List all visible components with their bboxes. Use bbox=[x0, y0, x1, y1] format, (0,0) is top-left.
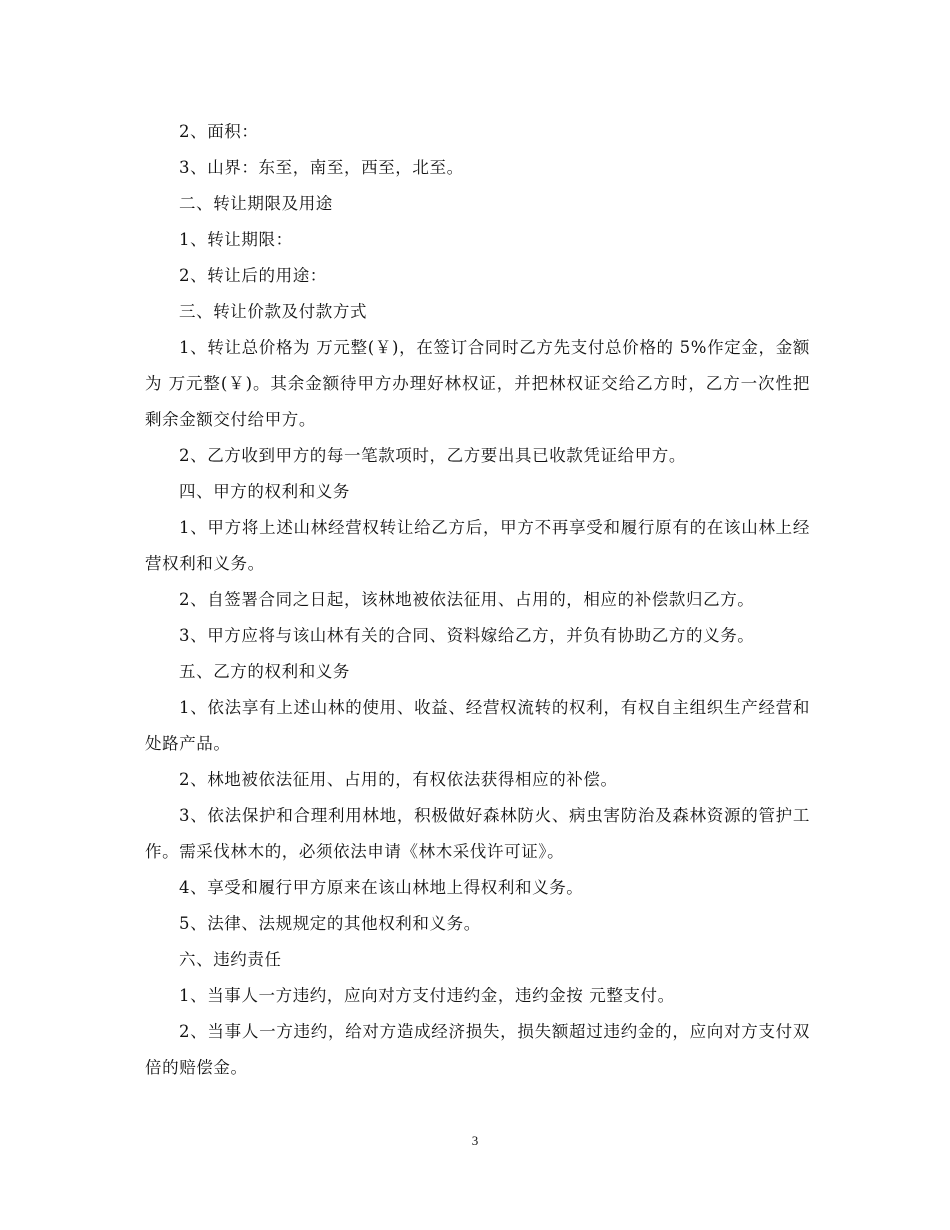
paragraph-party-b-4: 4、享受和履行甲方原来在该山林地上得权利和义务。 bbox=[179, 878, 584, 897]
paragraph-boundaries: 3、山界：东至，南至，西至，北至。 bbox=[179, 158, 464, 177]
paragraph-party-a-2: 2、自签署合同之日起，该林地被依法征用、占用的，相应的补偿款归乙方。 bbox=[179, 590, 755, 609]
section-heading-price-payment: 三、转让价款及付款方式 bbox=[179, 302, 368, 321]
paragraph-party-b-1: 1、依法享有上述山林的使用、收益、经营权流转的权利，有权自主组织生产经营和处路产品。 bbox=[145, 698, 810, 753]
document-body bbox=[145, 114, 810, 1086]
section-heading-term-usage: 二、转让期限及用途 bbox=[179, 194, 333, 213]
paragraph-party-a-1: 1、甲方将上述山林经营权转让给乙方后，甲方不再享受和履行原有的在该山林上经营权利和义务。 bbox=[145, 518, 810, 573]
paragraph-usage-after-transfer: 2、转让后的用途： bbox=[179, 266, 327, 285]
paragraph-party-b-5: 5、法律、法规规定的其他权利和义务。 bbox=[179, 914, 481, 933]
section-heading-party-a-rights: 四、甲方的权利和义务 bbox=[179, 482, 350, 501]
paragraph-party-a-3: 3、甲方应将与该山林有关的合同、资料嫁给乙方，并负有协助乙方的义务。 bbox=[179, 626, 755, 645]
paragraph-receipt: 2、乙方收到甲方的每一笔款项时，乙方要出具已收款凭证给甲方。 bbox=[179, 446, 686, 465]
paragraph-party-b-2: 2、林地被依法征用、占用的，有权依法获得相应的补偿。 bbox=[179, 770, 618, 789]
paragraph-breach-1: 1、当事人一方违约，应向对方支付违约金，违约金按 元整支付。 bbox=[179, 986, 675, 1005]
paragraph-party-b-3: 3、依法保护和合理利用林地，积极做好森林防火、病虫害防治及森林资源的管护工作。需采伐林木的，必须依法申请《林木采伐许可证》。 bbox=[145, 806, 810, 861]
page-number: 3 bbox=[471, 1133, 479, 1148]
section-heading-party-b-rights: 五、乙方的权利和义务 bbox=[179, 662, 350, 681]
paragraph-total-price: 1、转让总价格为 万元整(￥)，在签订合同时乙方先支付总价格的 5%作定金，金额为 万元整(￥)。其余金额待甲方办理好林权证，并把林权证交给乙方时，乙方一次性把剩余金额交付给甲方。 bbox=[145, 338, 810, 429]
paragraph-transfer-term: 1、转让期限： bbox=[179, 230, 293, 249]
section-heading-breach: 六、违约责任 bbox=[179, 950, 282, 969]
paragraph-area: 2、面积： bbox=[179, 122, 259, 141]
paragraph-breach-2: 2、当事人一方违约，给对方造成经济损失，损失额超过违约金的，应向对方支付双倍的赔偿金。 bbox=[145, 1022, 810, 1077]
